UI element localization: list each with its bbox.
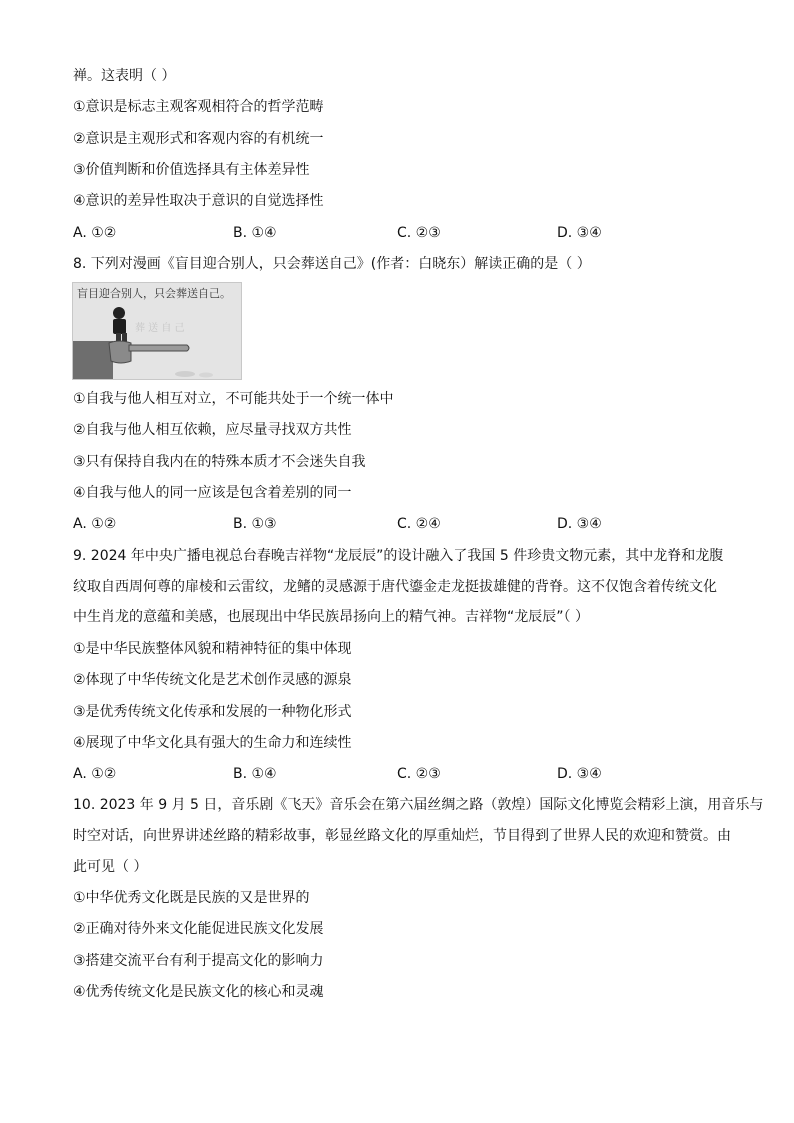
q8-option-b: B. ①③ bbox=[233, 516, 277, 532]
q7-item-2: ②意识是主观形式和客观内容的有机统一 bbox=[73, 131, 324, 147]
q10-stem-line-2: 时空对话，向世界讲述丝路的精彩故事，彰显丝路文化的厚重灿烂，节目得到了世界人民的欢迎和赞赏。由 bbox=[73, 828, 731, 844]
q8-item-2: ②自我与他人相互依赖，应尽量寻找双方共性 bbox=[73, 422, 352, 438]
q7-stem-end: 禅。这表明（ ） bbox=[73, 68, 176, 84]
q8-option-a: A. ①② bbox=[73, 516, 117, 532]
q10-stem-line-3: 此可见（ ） bbox=[73, 859, 148, 875]
q9-item-4: ④展现了中华文化具有强大的生命力和连续性 bbox=[73, 735, 352, 751]
q7-item-1: ①意识是标志主观客观相符合的哲学范畴 bbox=[73, 99, 324, 115]
q8-cartoon-caption: 盲目迎合别人，只会葬送自己。 bbox=[77, 287, 231, 300]
q7-option-d: D. ③④ bbox=[557, 225, 602, 241]
q7-option-b: B. ①④ bbox=[233, 225, 277, 241]
q7-item-4: ④意识的差异性取决于意识的自觉选择性 bbox=[73, 193, 324, 209]
q9-item-3: ③是优秀传统文化传承和发展的一种物化形式 bbox=[73, 704, 352, 720]
q8-stem: 8. 下列对漫画《盲目迎合别人，只会葬送自己》(作者：白晓东）解读正确的是（ ） bbox=[73, 256, 591, 272]
q10-stem-line-1: 10. 2023 年 9 月 5 日，音乐剧《飞天》音乐会在第六届丝绸之路（敦煌）国际文化博览会精彩上演，用音乐与 bbox=[73, 797, 764, 813]
q9-option-b: B. ①④ bbox=[233, 766, 277, 782]
q9-item-2: ②体现了中华传统文化是艺术创作灵感的源泉 bbox=[73, 672, 352, 688]
q7-option-a: A. ①② bbox=[73, 225, 117, 241]
q8-item-4: ④自我与他人的同一应该是包含着差别的同一 bbox=[73, 485, 352, 501]
q8-item-1: ①自我与他人相互对立，不可能共处于一个统一体中 bbox=[73, 391, 394, 407]
svg-text:葬 送 自 己: 葬 送 自 己 bbox=[135, 323, 185, 334]
q7-option-c: C. ②③ bbox=[397, 225, 441, 241]
q9-item-1: ①是中华民族整体风貌和精神特征的集中体现 bbox=[73, 641, 352, 657]
q9-stem-line-2: 纹取自西周何尊的扉棱和云雷纹，龙鳍的灵感源于唐代鎏金走龙挺拔雄健的背脊。这不仅饱含着传统文化 bbox=[73, 579, 717, 595]
q8-cartoon-image bbox=[72, 282, 242, 380]
q9-stem-line-3: 中生肖龙的意蕴和美感，也展现出中华民族昂扬向上的精气神。吉祥物“龙辰辰”（ ） bbox=[73, 609, 589, 625]
pointing-finger-icon bbox=[129, 345, 189, 351]
figure-head-icon bbox=[113, 307, 125, 319]
q7-item-3: ③价值判断和价值选择具有主体差异性 bbox=[73, 162, 310, 178]
q8-option-c: C. ②④ bbox=[397, 516, 441, 532]
q10-item-3: ③搭建交流平台有利于提高文化的影响力 bbox=[73, 953, 324, 969]
q9-option-c: C. ②③ bbox=[397, 766, 441, 782]
q10-item-1: ①中华优秀文化既是民族的又是世界的 bbox=[73, 890, 310, 906]
q8-option-d: D. ③④ bbox=[557, 516, 602, 532]
q8-item-3: ③只有保持自我内在的特殊本质才不会迷失自我 bbox=[73, 454, 366, 470]
q10-item-2: ②正确对待外来文化能促进民族文化发展 bbox=[73, 921, 324, 937]
q9-option-d: D. ③④ bbox=[557, 766, 602, 782]
q9-stem-line-1: 9. 2024 年中央广播电视总台春晚吉祥物“龙辰辰”的设计融入了我国 5 件珍贵文物元素，其中龙脊和龙腹 bbox=[73, 548, 724, 564]
q9-option-a: A. ①② bbox=[73, 766, 117, 782]
q10-item-4: ④优秀传统文化是民族文化的核心和灵魂 bbox=[73, 984, 324, 1000]
